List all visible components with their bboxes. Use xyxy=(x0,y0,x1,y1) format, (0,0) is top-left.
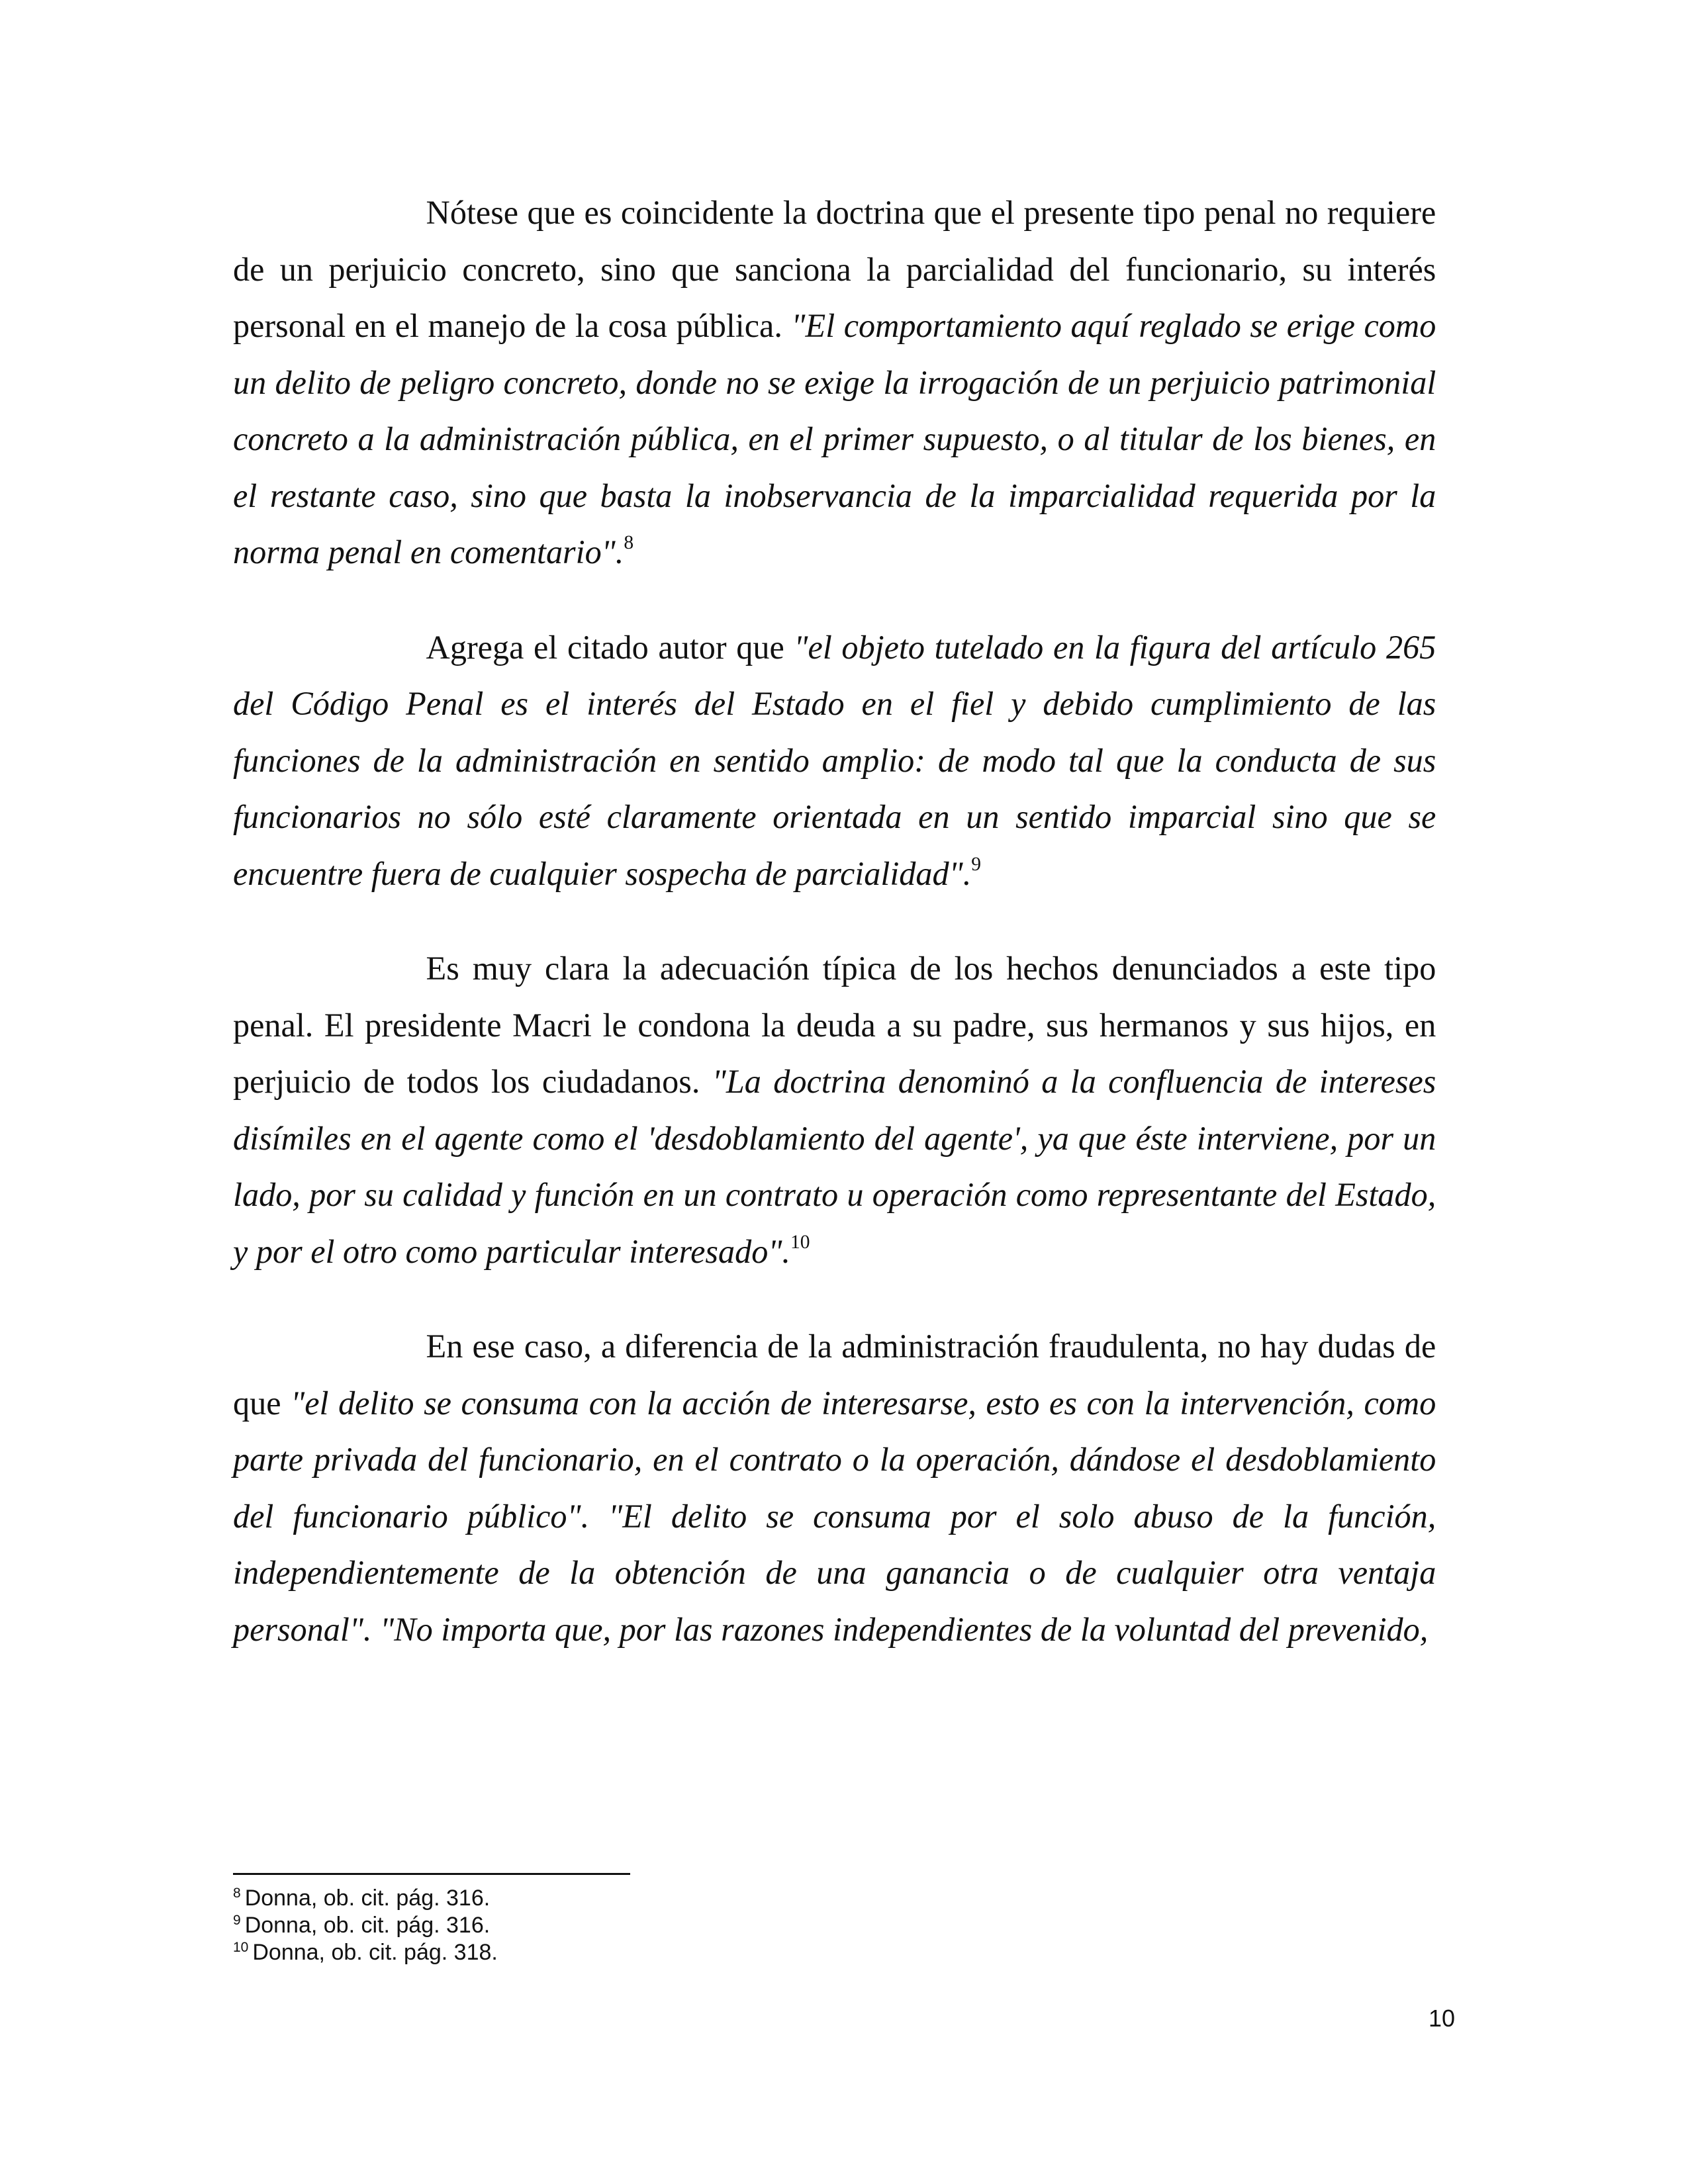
footnote-text: Donna, ob. cit. pág. 316. xyxy=(244,1886,491,1911)
footnote-text: Donna, ob. cit. pág. 318. xyxy=(252,1940,498,1965)
footnote-ref-9[interactable]: 9 xyxy=(971,852,982,875)
footnote-8 xyxy=(233,1885,895,1912)
page-number: 10 xyxy=(1428,2005,1455,2032)
footnote-number: 9 xyxy=(233,1912,241,1928)
footnote-number: 10 xyxy=(233,1939,249,1955)
body-text xyxy=(233,185,1436,1659)
paragraph-4-quote: "el delito se consuma con la acción de interesarse, esto es con la intervención, como parte privada del funcionario, en el contrato o la operación, dándose el desdoblamiento del funcionario público". "El delito se consuma por el solo abuso de la función, independientemente de la obtención de una ganancia o de cualquier otra ventaja personal". "No importa que, por las razones independientes de la voluntad del prevenido, xyxy=(233,1385,1436,1649)
footnote-text: Donna, ob. cit. pág. 316. xyxy=(244,1913,491,1938)
footnote-ref-10[interactable]: 10 xyxy=(790,1230,810,1253)
paragraph-1 xyxy=(233,185,1436,582)
footnote-9 xyxy=(233,1912,895,1939)
paragraph-2-text: Agrega el citado autor que xyxy=(426,629,794,666)
paragraph-2-quote: "el objeto tutelado en la figura del artículo 265 del Código Penal es el interés del Estado en el fiel y debido cumplimiento de las funciones de la administración en sentido amplio: de modo tal que la conducta de sus funcionarios no sólo esté claramente orientada en un sentido imparcial sino que se encuentre fuera de cualquier sospecha de parcialidad". xyxy=(233,629,1436,893)
footnote-10 xyxy=(233,1939,895,1966)
footnote-number: 8 xyxy=(233,1885,241,1901)
footnote-ref-8[interactable]: 8 xyxy=(624,531,634,553)
footnote-separator xyxy=(233,1873,630,1875)
paragraph-3-quote: "La doctrina denominó a la confluencia de intereses disímiles en el agente como el 'desdoblamiento del agente', ya que éste interviene, por un lado, por su calidad y función en un contrato u operación como representante del Estado, y por el otro como particular interesado". xyxy=(233,1064,1436,1271)
paragraph-2 xyxy=(233,620,1436,903)
paragraph-3 xyxy=(233,941,1436,1281)
footnotes xyxy=(233,1885,895,1966)
paragraph-1-quote: "El comportamiento aquí reglado se erige como un delito de peligro concreto, donde no se exige la irrogación de un perjuicio patrimonial concreto a la administración pública, en el primer supuesto, o al titular de los bienes, en el restante caso, sino que basta la inobservancia de la imparcialidad requerida por la norma penal en comentario". xyxy=(233,308,1436,571)
paragraph-4 xyxy=(233,1319,1436,1659)
paragraph-1-text: Nótese que es coincidente la doctrina que el presente tipo penal no requiere de un perjuicio concreto, sino que sanciona la parcialidad del funcionario, su interés personal en el manejo de la cosa pública. xyxy=(233,195,1436,345)
paragraph-3-text: Es muy clara la adecuación típica de los hechos denunciados a este tipo penal. El presidente Macri le condona la deuda a su padre, sus hermanos y sus hijos, en perjuicio de todos los ciudadanos. xyxy=(233,950,1436,1101)
paragraph-4-text: En ese caso, a diferencia de la administración fraudulenta, no hay dudas de que xyxy=(233,1328,1436,1422)
